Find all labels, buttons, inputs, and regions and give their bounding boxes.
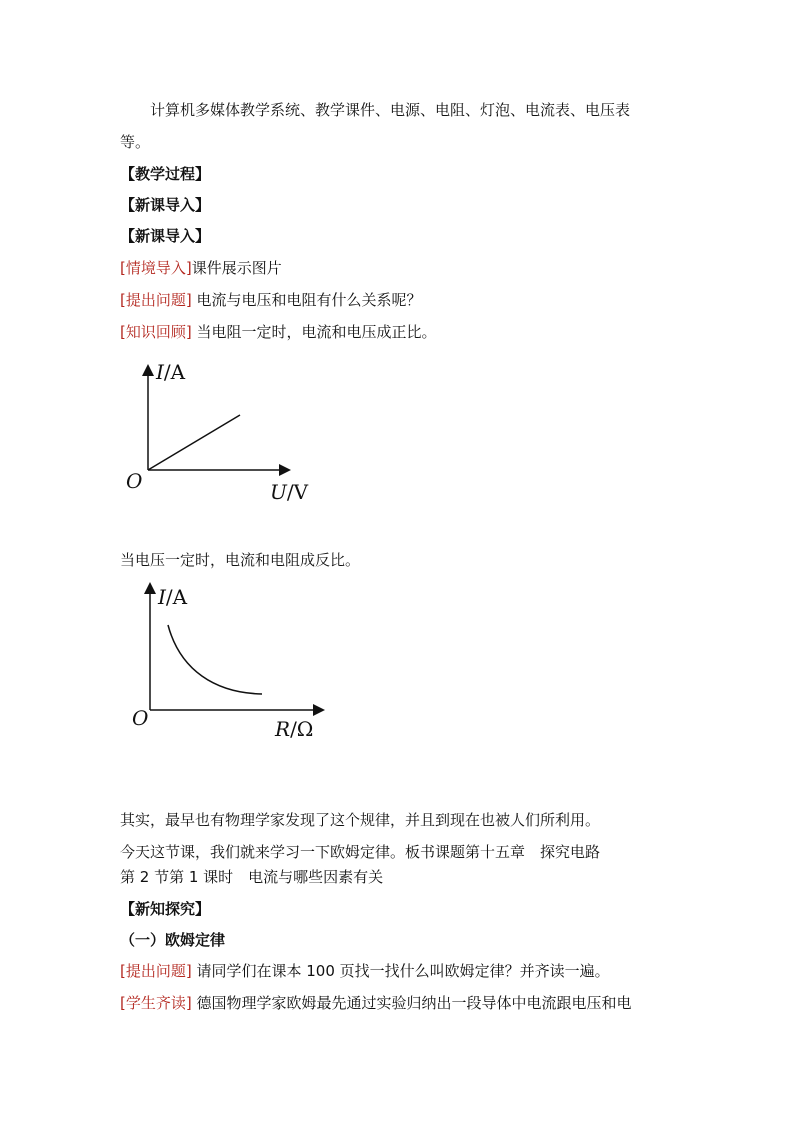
graph1-y-label: I/A [156,360,186,384]
question-text-1: 电流与电压和电阻有什么关系呢？ [191,291,422,309]
question-text-2: 请同学们在课本 100 页找一找什么叫欧姆定律？并齐读一遍。 [191,962,610,980]
heading-new-lesson-1: 【新课导入】 [120,196,211,214]
question-tag-1: [提出问题] [120,291,192,309]
graph2-origin-label: O [132,706,149,730]
students-read-line [120,993,632,1013]
heading-new-knowledge: 【新知探究】 [120,900,211,918]
p1-line1: 计算机多媒体教学系统、教学课件、电源、电阻、灯泡、电流表、电压表 [150,101,631,119]
review-text: 当电阻一定时，电流和电压成正比。 [191,323,437,341]
today-line-1: 今天这节课，我们就来学习一下欧姆定律。板书课题第十五章 探究电路 [120,843,601,861]
heading-ohms-law: （一）欧姆定律 [120,931,226,949]
question-tag-2: [提出问题] [120,962,192,980]
graph2-y-label: I/A [158,585,188,609]
graph1-x-label: U/V [270,480,309,504]
review-line [120,322,437,342]
students-read-tag: [学生齐读] [120,994,192,1012]
question-line-1 [120,290,422,310]
heading-new-lesson-2: 【新课导入】 [120,227,211,245]
scene-intro-line [120,258,282,278]
scene-intro-tag: [情境导入] [120,259,192,277]
graph-current-resistance [110,580,350,740]
history-paragraph: 其实，最早也有物理学家发现了这个规律，并且到现在也被人们所利用。 [120,811,601,829]
graph-current-voltage [110,355,350,505]
p1-line2: 等。 [120,133,151,151]
review-tag: [知识回顾] [120,323,192,341]
today-line-2: 第 2 节第 1 课时 电流与哪些因素有关 [120,868,384,886]
graph1-origin-label: O [126,469,143,493]
graph2-inverse-curve [168,625,262,694]
students-read-text: 德国物理学家欧姆最先通过实验归纳出一段导体中电流跟电压和电 [191,994,632,1012]
heading-teaching-process: 【教学过程】 [120,165,211,183]
scene-intro-text: 课件展示图片 [191,259,282,277]
graph1-proportional-line [148,415,240,470]
inverse-statement: 当电压一定时，电流和电阻成反比。 [120,551,361,569]
question-line-2 [120,961,610,981]
graph2-x-label: R/Ω [275,717,314,740]
